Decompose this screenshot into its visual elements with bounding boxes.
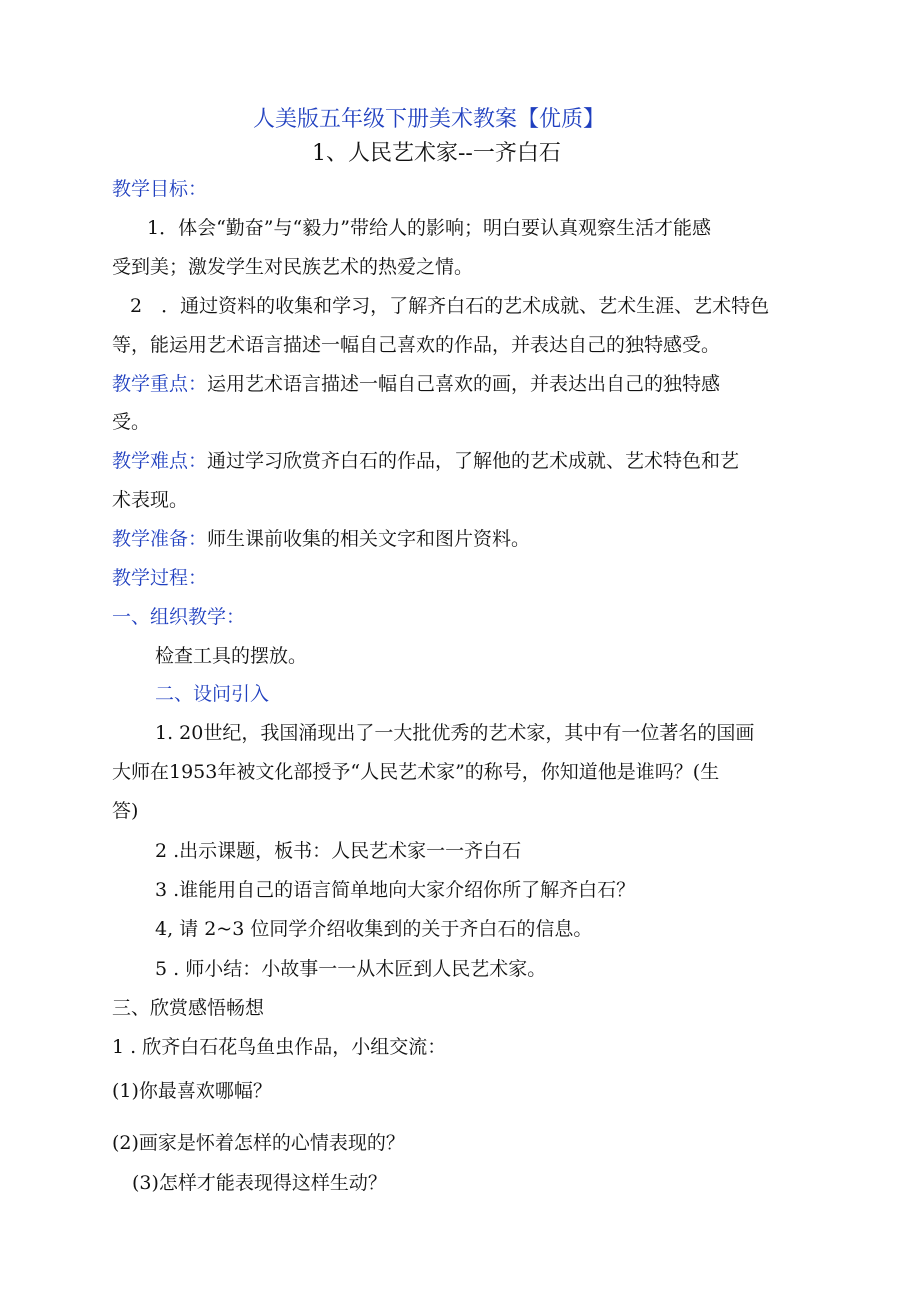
section-2-item-1-line-1: 1. 20世纪，我国涌现出了一大批优秀的艺术家，其中有一位著名的国画 bbox=[155, 722, 755, 744]
section-1-heading: 一、组织教学： bbox=[112, 606, 246, 628]
preparation-text: 师生课前收集的相关文字和图片资料。 bbox=[207, 528, 531, 550]
difficult-point-label: 教学难点： bbox=[112, 450, 208, 472]
goal-1-line-2: 受到美；激发学生对民族艺术的热爱之情。 bbox=[112, 256, 474, 278]
section-3-heading: 三、欣赏感悟畅想 bbox=[112, 997, 265, 1019]
process-label: 教学过程： bbox=[112, 567, 208, 589]
section-2-heading: 二、设问引入 bbox=[155, 683, 270, 705]
key-point-text: 运用艺术语言描述一幅自己喜欢的画，并表达出自己的独特感 bbox=[207, 373, 721, 395]
document-title: 人美版五年级下册美术教案【优质】 bbox=[253, 107, 606, 132]
section-3-item-1: 1 . 欣齐白石花鸟鱼虫作品，小组交流： bbox=[112, 1036, 447, 1058]
difficult-point-line-2: 术表现。 bbox=[112, 489, 189, 511]
key-point-line-1 bbox=[112, 372, 720, 396]
section-2-item-1-line-2: 大师在1953年被文化部授予“人民艺术家”的称号，你知道他是谁吗？(生 bbox=[112, 761, 720, 783]
key-point-label: 教学重点： bbox=[112, 373, 208, 395]
section-1-text: 检查工具的摆放。 bbox=[155, 645, 308, 667]
goal-1-line-1: 1．体会“勤奋”与“毅力”带给人的影响；明白要认真观察生活才能感 bbox=[147, 217, 711, 239]
section-2-item-4: 4, 请 2~3 位同学介绍收集到的关于齐白石的信息。 bbox=[155, 918, 593, 940]
section-3-question-2: (2)画家是怀着怎样的心情表现的？ bbox=[112, 1132, 405, 1154]
section-3-question-3: (3)怎样才能表现得这样生动？ bbox=[132, 1172, 387, 1194]
lesson-title: 1、人民艺术家--一齐白石 bbox=[312, 141, 561, 166]
goal-2-line-2: 等，能运用艺术语言描述一幅自己喜欢的作品，并表达自己的独特感受。 bbox=[112, 334, 721, 356]
key-point-line-2: 受。 bbox=[112, 411, 151, 433]
difficult-point-line-1 bbox=[112, 449, 739, 473]
section-2-item-5: 5 . 师小结：小故事一一从木匠到人民艺术家。 bbox=[155, 958, 547, 980]
preparation-label: 教学准备： bbox=[112, 528, 208, 550]
section-2-item-3: 3 .谁能用自己的语言简单地向大家介绍你所了解齐白石？ bbox=[155, 879, 636, 901]
section-3-question-1: (1)你最喜欢哪幅？ bbox=[112, 1080, 272, 1102]
section-2-item-1-line-3: 答) bbox=[112, 800, 139, 822]
goal-2-line-1: 2 ．通过资料的收集和学习，了解齐白石的艺术成就、艺术生涯、艺术特色 bbox=[130, 295, 770, 317]
preparation-line bbox=[112, 527, 530, 551]
section-2-item-2: 2 .出示课题，板书：人民艺术家一一齐白石 bbox=[155, 840, 522, 862]
difficult-point-text: 通过学习欣赏齐白石的作品，了解他的艺术成就、艺术特色和艺 bbox=[207, 450, 740, 472]
goals-label: 教学目标： bbox=[112, 178, 208, 200]
